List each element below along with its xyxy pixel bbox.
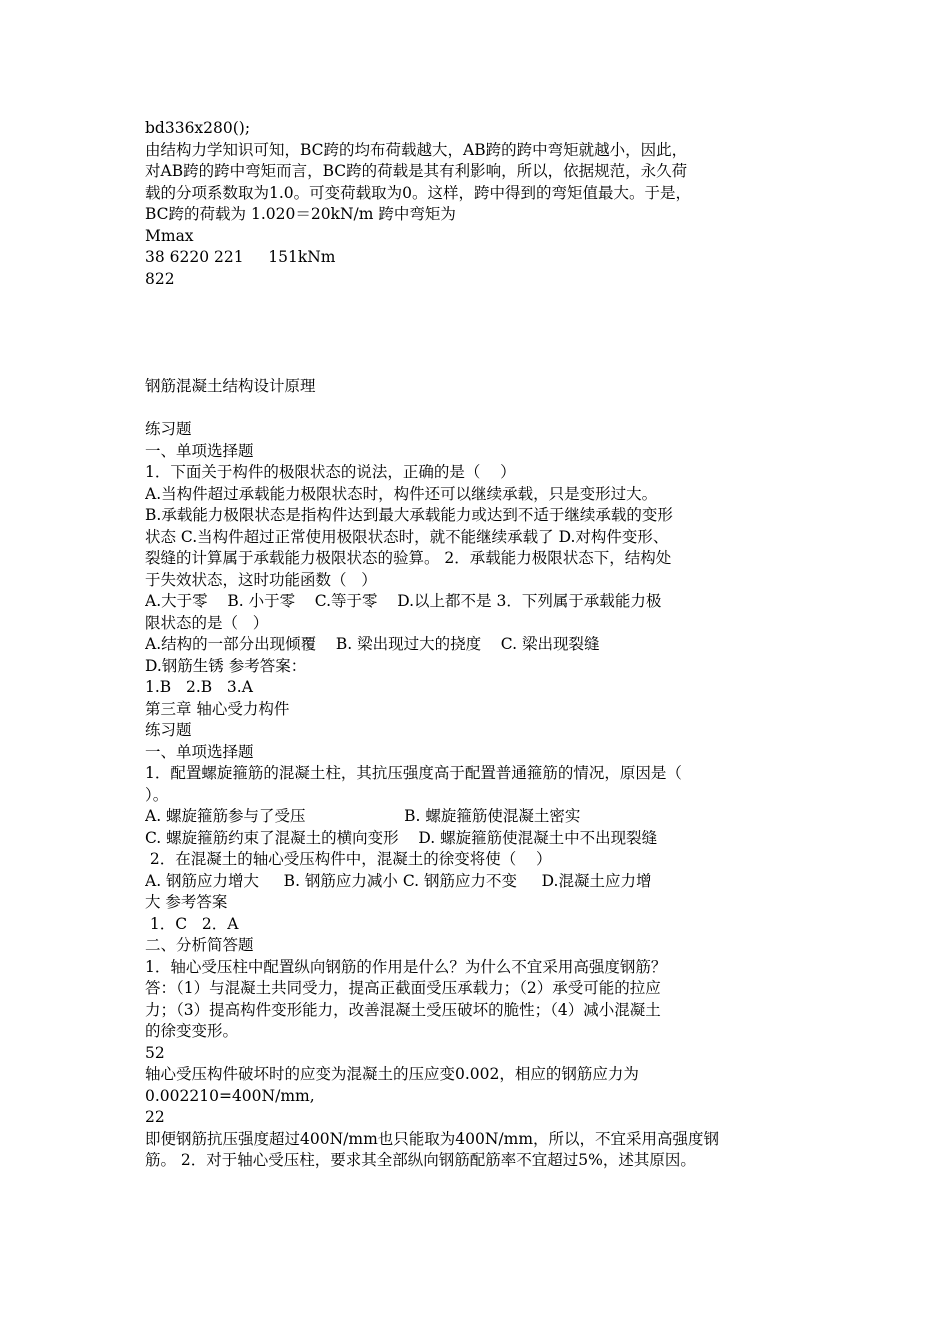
spacer xyxy=(145,290,813,376)
text-line: ）。 xyxy=(145,785,169,804)
text-line: 练习题 xyxy=(145,420,192,438)
text-line: 练习题 xyxy=(145,721,192,739)
text-line: bd336x280(); xyxy=(145,119,251,137)
text-line: 筋。 2．对于轴心受压柱，要求其全部纵向钢筋配筋率不宜超过5%，述其原因。 xyxy=(145,1151,696,1169)
text-line: 822 xyxy=(145,269,175,288)
text-line: 0.002210=400N/mm, xyxy=(145,1086,315,1105)
text-line: 限状态的是（ ） xyxy=(145,613,269,632)
text-line: 1．下面关于构件的极限状态的说法，正确的是（ ） xyxy=(145,463,516,481)
text-line: C. 螺旋箍筋约束了混凝土的横向变形 D. 螺旋箍筋使混凝土中不出现裂缝 xyxy=(145,828,658,847)
text-line: 38 6220 221 151kNm xyxy=(145,248,336,266)
spacer xyxy=(145,398,813,420)
text-line: 对AB跨的跨中弯矩而言，BC跨的荷载是其有利影响，所以，依据规范，永久荷 xyxy=(145,162,688,180)
text-line: 即便钢筋抗压强度超过400N/mm也只能取为400N/mm，所以，不宜采用高强度钢 xyxy=(145,1129,720,1148)
text-line: 由结构力学知识可知，BC跨的均布荷载越大，AB跨的跨中弯矩就越小，因此， xyxy=(145,140,688,159)
text-line: 22 xyxy=(145,1108,165,1126)
text-line: A.当构件超过承载能力极限状态时，构件还可以继续承载，只是变形过大。 xyxy=(145,484,658,503)
text-line: A. 螺旋箍筋参与了受压 B. 螺旋箍筋使混凝土密实 xyxy=(145,807,581,825)
text-line: 一、单项选择题 xyxy=(145,742,254,761)
text-line: 载的分项系数取为1.0。可变荷载取为0。这样，跨中得到的弯矩值最大。于是， xyxy=(145,183,692,202)
text-line: 1．轴心受压柱中配置纵向钢筋的作用是什么？为什么不宜采用高强度钢筋？ xyxy=(145,957,667,976)
text-line: 力；（3）提高构件变形能力，改善混凝土受压破坏的脆性；（4）减小混凝土 xyxy=(145,1000,661,1019)
text-line: 一、单项选择题 xyxy=(145,441,254,460)
text-line: A.大于零 B. 小于零 C.等于零 D.以上都不是 3．下列属于承载能力极 xyxy=(145,592,662,610)
text-line: 答：（1）与混凝土共同受力，提高正截面受压承载力；（2）承受可能的拉应 xyxy=(145,979,661,997)
text-line: A.结构的一部分出现倾覆 B. 梁出现过大的挠度 C. 梁出现裂缝 xyxy=(145,635,600,653)
text-line: BC跨的荷载为 1.020＝20kN/m 跨中弯矩为 xyxy=(145,205,456,223)
section-title: 钢筋混凝土结构设计原理 xyxy=(145,377,316,395)
exercise-block xyxy=(145,419,813,1172)
text-line: 1．配置螺旋箍筋的混凝土柱，其抗压强度高于配置普通箍筋的情况，原因是（ xyxy=(145,764,682,782)
text-line: 状态 C.当构件超过正常使用极限状态时，就不能继续承载了 D.对构件变形、 xyxy=(145,527,669,546)
text-line: Mmax xyxy=(145,226,194,245)
text-line: 1．C 2．A xyxy=(145,914,239,933)
text-line: 裂缝的计算属于承载能力极限状态的验算。 2．承载能力极限状态下，结构处 xyxy=(145,549,672,567)
text-line: 52 xyxy=(145,1043,165,1062)
text-line: 轴心受压构件破坏时的应变为混凝土的压应变0.002，相应的钢筋应力为 xyxy=(145,1065,639,1083)
text-line: 大 参考答案 xyxy=(145,893,228,911)
text-line: B.承载能力极限状态是指构件达到最大承载能力或达到不适于继续承载的变形 xyxy=(145,506,673,524)
text-line: D.钢筋生锈 参考答案： xyxy=(145,656,307,675)
text-line: 2．在混凝土的轴心受压构件中，混凝土的徐变将使（ ） xyxy=(145,850,552,868)
text-line: A. 钢筋应力增大 B. 钢筋应力减小 C. 钢筋应力不变 D.混凝土应力增 xyxy=(145,871,652,890)
document-page xyxy=(145,118,813,1172)
text-line: 于失效状态，这时功能函数（ ） xyxy=(145,570,377,589)
text-line: 第三章 轴心受力构件 xyxy=(145,699,290,718)
text-line: 1.B 2.B 3.A xyxy=(145,678,253,696)
text-line: 的徐变变形。 xyxy=(145,1022,239,1040)
text-line: 二、分析简答题 xyxy=(145,936,254,954)
intro-block xyxy=(145,118,813,290)
